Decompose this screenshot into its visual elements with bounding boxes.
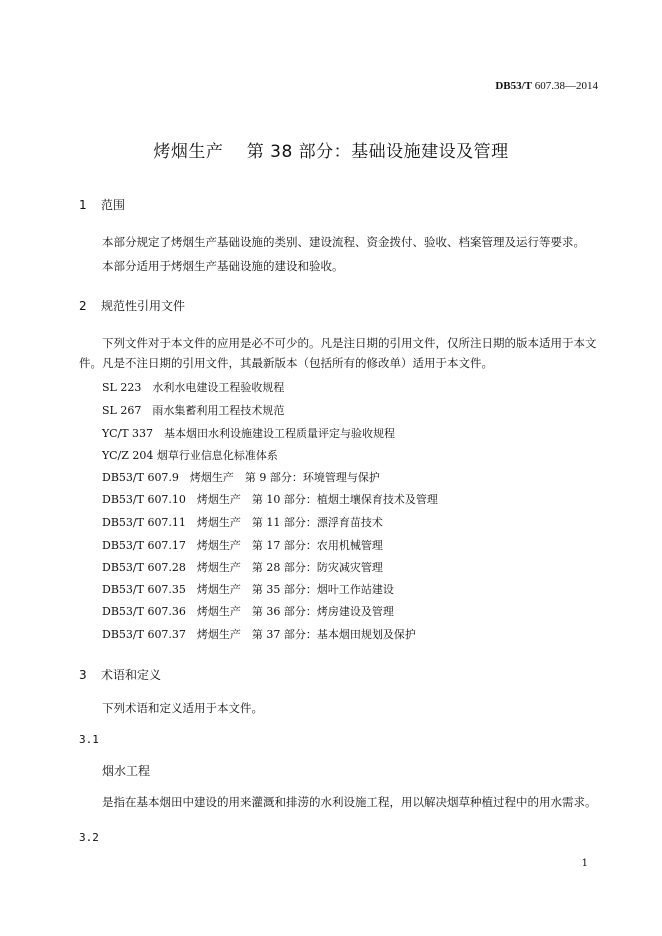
section-number: 3 <box>79 668 87 682</box>
term-heading: 烟水工程 <box>102 764 151 778</box>
standard-code-prefix: DB53/T <box>495 80 532 92</box>
section-2-intro: 下列文件对于本文件的应用是必不可少的。凡是注日期的引用文件，仅所注日期的版本适用于本文件。凡是不注日期的引用文件，其最新版本（包括所有的修改单）适用于本文件。 <box>79 336 597 370</box>
term-definition: 是指在基本烟田中建设的用来灌溉和排涝的水利设施工程，用以解决烟草种植过程中的用水需求。 <box>102 795 597 809</box>
section-3-heading <box>79 666 161 683</box>
reference-item: DB53/T 607.9 烤烟生产 第 9 部分：环境管理与保护 <box>102 471 380 484</box>
section-1-heading <box>79 196 125 213</box>
section-number: 2 <box>79 299 87 313</box>
reference-item: DB53/T 607.11 烤烟生产 第 11 部分：漂浮育苗技术 <box>102 516 383 529</box>
reference-item: DB53/T 607.36 烤烟生产 第 36 部分：烤房建设及管理 <box>102 605 394 618</box>
section-2-heading <box>79 297 185 314</box>
subsection-3-1-number: 3.1 <box>79 733 99 746</box>
reference-item: DB53/T 607.17 烤烟生产 第 17 部分：农用机械管理 <box>102 539 383 552</box>
reference-item: SL 223 水利水电建设工程验收规程 <box>102 381 285 394</box>
section-3-intro: 下列术语和定义适用于本文件。 <box>102 701 263 715</box>
reference-item: DB53/T 607.35 烤烟生产 第 35 部分：烟叶工作站建设 <box>102 583 394 596</box>
reference-item: DB53/T 607.10 烤烟生产 第 10 部分：植烟土壤保育技术及管理 <box>102 493 438 506</box>
reference-item: SL 267 雨水集蓄利用工程技术规范 <box>102 404 285 417</box>
section-title: 术语和定义 <box>101 668 162 682</box>
reference-item: YC/Z 204 烟草行业信息化标准体系 <box>102 449 278 462</box>
standard-code <box>495 80 598 92</box>
subsection-3-2-number: 3.2 <box>79 831 99 844</box>
reference-item: DB53/T 607.37 烤烟生产 第 37 部分：基本烟田规划及保护 <box>102 628 416 641</box>
section-1-paragraph-2: 本部分适用于烤烟生产基础设施的建设和验收。 <box>102 259 344 273</box>
section-title: 范围 <box>101 198 126 212</box>
page-number: 1 <box>581 858 588 869</box>
section-title: 规范性引用文件 <box>101 299 186 313</box>
section-1-paragraph-1: 本部分规定了烤烟生产基础设施的类别、建设流程、资金拨付、验收、档案管理及运行等要求。 <box>102 235 585 249</box>
section-number: 1 <box>79 198 87 212</box>
reference-item: YC/T 337 基本烟田水利设施建设工程质量评定与验收规程 <box>102 427 396 440</box>
standard-code-number: 607.38—2014 <box>532 80 598 92</box>
document-title: 烤烟生产 第 38 部分：基础设施建设及管理 <box>153 142 509 162</box>
reference-item: DB53/T 607.28 烤烟生产 第 28 部分：防灾减灾管理 <box>102 561 383 574</box>
